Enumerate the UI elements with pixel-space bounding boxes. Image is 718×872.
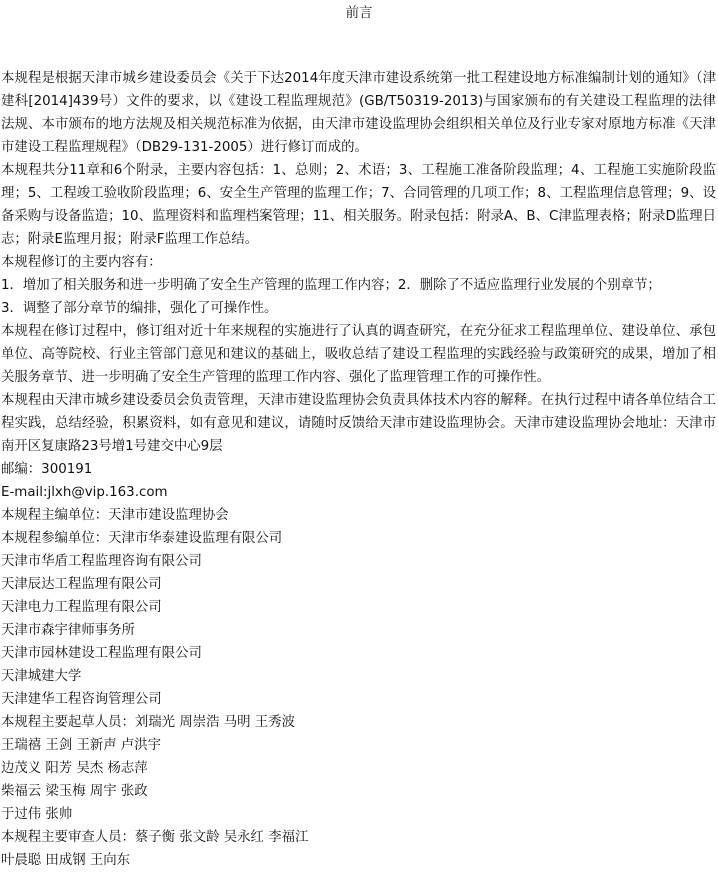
paragraph-management: 本规程由天津市城乡建设委员会负责管理，天津市建设监理协会负责具体技术内容的解释。在执行过程中请各单位结合工程实践，总结经验，积累资料，如有意见和建议，请随时反馈给天津市建设监理协会。天津市建设监理协会地址：天津市南开区复康路23号增1号建交中心9层 [1,393,716,454]
participating-unit: 天津市园林建设工程监理有限公司 [1,646,202,661]
participating-unit: 本规程参编单位：天津市华泰建设监理有限公司 [1,531,283,546]
page-title: 前言 [345,6,373,21]
chief-editor-unit: 本规程主编单位：天津市建设监理协会 [1,508,229,523]
drafters-line: 本规程主要起草人员：刘瑞光 周崇浩 马明 王秀波 [1,715,295,730]
participating-unit: 天津辰达工程监理有限公司 [1,577,162,592]
drafters-line: 于过伟 张帅 [1,807,73,822]
participating-unit: 天津城建大学 [1,669,82,684]
drafters-line: 王瑞禧 王剑 王新声 卢洪宇 [1,738,162,753]
paragraph-revision-item-3: 3．调整了部分章节的编排，强化了可操作性。 [1,301,278,316]
paragraph-revision-item-1-2: 1．增加了相关服务和进一步明确了安全生产管理的监理工作内容；2．删除了不适应监理行业发展的个别章节； [1,278,661,293]
participating-unit: 天津建华工程咨询管理公司 [1,692,162,707]
postal-code: 邮编：300191 [1,462,93,477]
email-address: E-mail:jlxh@vip.163.com [1,485,168,500]
paragraph-revision-process: 本规程在修订过程中，修订组对近十年来规程的实施进行了认真的调查研究，在充分征求工程监理单位、建设单位、承包单位、高等院校、行业主管部门意见和建议的基础上，吸收总结了建设工程监理的实践经验与政策研究的成果，增加了相关服务章节、进一步明确了安全生产管理的监理工作内容、强化了监理管理工作的可操作性。 [1,324,716,385]
drafters-line: 柴福云 梁玉梅 周宇 张政 [1,784,148,799]
paragraph-background: 本规程是根据天津市城乡建设委员会《关于下达2014年度天津市建设系统第一批工程建设地方标准编制计划的通知》（津建科[2014]439号）文件的要求，以《建设工程监理规范》(GB/T50319-2013)与国家颁布的有关建设工程监理的法律法规、本市颁布的地方法规及相关规范标准为依据，由天津市建设监理协会组织相关单位及行业专家对原地方标准《天津市建设工程监理规程》（DB29-131-2005）进行修订而成的。 [1,71,716,155]
reviewers-line: 叶晨聪 田成钢 王向东 [1,853,131,868]
reviewers-line: 本规程主要审查人员：蔡子衡 张文龄 吴永红 李福江 [1,830,309,845]
paragraph-contents: 本规程共分11章和6个附录，主要内容包括：1、总则；2、术语；3、工程施工准备阶段监理；4、工程施工实施阶段监理；5、工程竣工验收阶段监理；6、安全生产管理的监理工作；7、合同管理的几项工作；8、工程监理信息管理；9、设备采购与设备监造；10、监理资料和监理档案管理；11、相关服务。附录包括：附录A、B、C津监理表格；附录D监理日志；附录E监理月报；附录F监理工作总结。 [1,163,716,247]
participating-unit: 天津电力工程监理有限公司 [1,600,162,615]
participating-unit: 天津市森宇律师事务所 [1,623,135,638]
drafters-line: 边茂义 阳芳 吴杰 杨志萍 [1,761,148,776]
document-body [0,67,716,872]
participating-unit: 天津市华盾工程监理咨询有限公司 [1,554,202,569]
paragraph-revision-heading: 本规程修订的主要内容有： [1,255,162,270]
